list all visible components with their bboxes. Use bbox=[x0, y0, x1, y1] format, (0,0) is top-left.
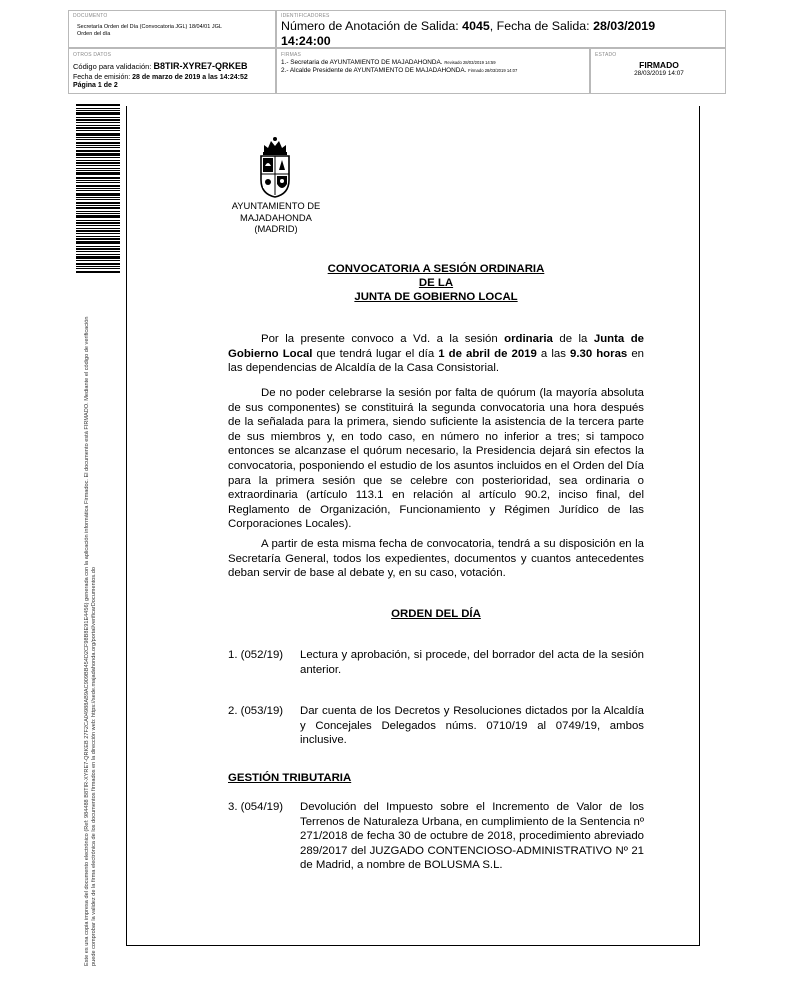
title-line-3: JUNTA DE GOBIERNO LOCAL bbox=[354, 291, 518, 303]
side-verification-text-2: puede comprobar la validez de la firma electrónica de los documentos firmados en la dirección web: https://sede.majadahonda.org/portal/verificarDocumentos.do bbox=[91, 567, 97, 966]
codigo-prefix: Código para validación: bbox=[73, 62, 154, 71]
document-title bbox=[228, 262, 644, 304]
firma-1-text: 1.- Secretaria de AYUNTAMIENTO DE MAJADAHONDA. bbox=[281, 59, 443, 66]
page-indicator: Página 1 de 2 bbox=[73, 82, 118, 89]
salida-date: 28/03/2019 bbox=[593, 19, 656, 33]
barcode-bar bbox=[76, 165, 120, 166]
barcode-bar bbox=[76, 215, 120, 218]
paragraph-quorum: De no poder celebrarse la sesión por falta de quórum (la mayoría absoluta de sus componentes) se constituirá la segunda convocatoria una hora después de la señalada para la primera, siendo suficiente la asistencia de la tercera parte de sus miembros y, en todo caso, en número no inferior a tres; si tampoco entonces se alcanzase el quórum necesario, la Presidencia dejará sin efectos la convocatoria, posponiendo el estudio de los asuntos incluidos en el Orden del Día para la primera sesión que se celebre con posterioridad, sea ordinaria o extraordinaria (artículo 113.1 en relación al artículo 90.2, inciso final, del Reglamento de Organización, Funcionamiento y Régimen Jurídico de las Corporaciones Locales). bbox=[228, 387, 644, 531]
orden-del-dia-title: ORDEN DEL DÍA bbox=[391, 608, 481, 620]
barcode-bar bbox=[76, 147, 120, 148]
section-title: GESTIÓN TRIBUTARIA bbox=[228, 772, 352, 784]
letterhead-line-1: AYUNTAMIENTO DE bbox=[231, 200, 321, 211]
barcode-bar bbox=[76, 172, 120, 175]
p1-text-1: Por la presente convoco a Vd. a la sesión bbox=[261, 333, 505, 345]
otros-label: OTROS DATOS bbox=[73, 52, 112, 58]
firmas-label: FIRMAS bbox=[281, 52, 302, 58]
barcode-bar bbox=[76, 108, 120, 109]
p1-text-5: en las dependencias de Alcaldía de la Casa Consistorial. bbox=[228, 347, 644, 375]
barcode-bar bbox=[76, 119, 120, 121]
identificadores-value bbox=[281, 19, 681, 49]
title-line-2: DE LA bbox=[418, 277, 454, 289]
barcode-bar bbox=[76, 110, 120, 111]
barcode-bar bbox=[76, 256, 120, 259]
barcode-bar bbox=[76, 271, 120, 273]
side-verification-text-1: Este es una copia impresa del documento electrónico (Ref: 984488 B8TIR-XYRE7-QRKEB 27F2CA04988AB9AC909BB454D2CF98B8E91E4456) generada con la aplicación informática Firmadoc. El documento está FIRMADO. Mediante el código de verificación bbox=[84, 316, 90, 966]
barcode-bar bbox=[76, 122, 120, 123]
barcode-bar bbox=[76, 211, 120, 212]
barcode-bar bbox=[76, 238, 120, 240]
barcode-bar bbox=[76, 197, 120, 198]
item-1-text: Lectura y aprobación, si procede, del borrador del acta de la sesión anterior. bbox=[300, 649, 644, 676]
firma-2-status: Firmado 28/03/2019 14:07 bbox=[468, 68, 518, 73]
barcode-bar bbox=[76, 202, 120, 204]
identificadores-mid: , Fecha de Salida: bbox=[489, 19, 594, 33]
barcode-bar bbox=[76, 162, 120, 164]
emision-prefix: Fecha de emisión: bbox=[73, 74, 133, 81]
barcode-bar bbox=[76, 199, 120, 200]
barcode-bar bbox=[76, 260, 120, 261]
barcode-bar bbox=[76, 222, 120, 224]
p1-text-2: de la bbox=[552, 333, 594, 345]
item-2-number: 2. (053/19) bbox=[228, 705, 284, 717]
barcode-bar bbox=[76, 157, 120, 158]
barcode-bar bbox=[76, 182, 120, 183]
anotacion-number: 4045 bbox=[462, 19, 490, 33]
barcode-bar bbox=[76, 117, 120, 118]
barcode-bar bbox=[76, 150, 120, 152]
firma-2-text: 2.- Alcalde Presidente de AYUNTAMIENTO DE MAJADAHONDA. bbox=[281, 67, 467, 74]
p1-bold-2: Junta de Gobierno Local bbox=[228, 333, 645, 360]
barcode-bar bbox=[76, 246, 120, 247]
header-otros-box bbox=[68, 48, 276, 94]
letterhead bbox=[212, 200, 340, 235]
title-line-1: CONVOCATORIA A SESIÓN ORDINARIA bbox=[327, 263, 545, 275]
letterhead-line-2: MAJADAHONDA bbox=[240, 211, 312, 223]
header-estado-box bbox=[590, 48, 726, 94]
barcode-bar bbox=[76, 142, 120, 144]
barcode-bar bbox=[76, 205, 120, 206]
paragraph-expedientes: A partir de esta misma fecha de convocatoria, tendrá a su disposición en la Secretaría General, todos los expedientes, documentos y cuantos antecedentes deban servir de base al debate y, en su caso, votación. bbox=[228, 538, 644, 580]
item-3-number: 3. (054/19) bbox=[228, 801, 284, 813]
barcode-bar bbox=[76, 112, 120, 115]
barcode-bar bbox=[76, 230, 120, 232]
identificadores-label: IDENTIFICADORES bbox=[281, 13, 330, 19]
barcode-bar bbox=[76, 188, 120, 189]
item-2-text: Dar cuenta de los Decretos y Resoluciones dictados por la Alcaldía y Concejales Delegados núms. 0710/19 al 0749/19, ambos inclusive. bbox=[300, 705, 644, 747]
barcode bbox=[76, 104, 120, 278]
estado-label: ESTADO bbox=[595, 52, 617, 58]
p1-text-4: a las bbox=[536, 347, 570, 360]
header-firmas-box bbox=[276, 48, 590, 94]
barcode-bar bbox=[76, 160, 120, 161]
barcode-bar bbox=[76, 225, 120, 226]
barcode-bar bbox=[76, 133, 120, 136]
barcode-bar bbox=[76, 254, 120, 255]
p1-bold-1: ordinaria bbox=[504, 333, 553, 345]
barcode-bar bbox=[76, 180, 120, 181]
barcode-bar bbox=[76, 170, 120, 171]
barcode-bar bbox=[76, 130, 120, 131]
barcode-bar bbox=[76, 268, 120, 269]
barcode-bar bbox=[76, 263, 120, 265]
barcode-bar bbox=[76, 104, 120, 106]
header-identificadores-box bbox=[276, 10, 726, 48]
letterhead-line-3: (MADRID) bbox=[254, 223, 298, 234]
paragraph-convocatoria bbox=[228, 332, 644, 376]
barcode-bar bbox=[76, 228, 120, 229]
identificadores-prefix: Número de Anotación de Salida: bbox=[281, 19, 463, 33]
barcode-bar bbox=[76, 153, 120, 156]
barcode-bar bbox=[76, 193, 120, 196]
documento-label: DOCUMENTO bbox=[73, 13, 108, 19]
firma-1 bbox=[281, 59, 496, 67]
barcode-bar bbox=[76, 190, 120, 191]
barcode-bar bbox=[76, 145, 120, 146]
p1-text-3: que tendrá lugar el día bbox=[312, 347, 439, 360]
firma-2 bbox=[281, 67, 517, 75]
header-documento-box bbox=[68, 10, 276, 48]
barcode-bar bbox=[76, 125, 120, 126]
barcode-bar bbox=[76, 241, 120, 244]
barcode-bar bbox=[76, 139, 120, 140]
barcode-bar bbox=[76, 220, 120, 221]
estado-value: FIRMADO bbox=[639, 60, 679, 70]
coat-of-arms-icon bbox=[256, 136, 294, 198]
item-3-text: Devolución del Impuesto sobre el Incremento de Valor de los Terrenos de Naturaleza Urbana, en cumplimiento de la Sentencia nº 271/2018 de fecha 30 de octubre de 2018, procedimiento abreviado 289/2017 del JUZGADO CONTENCIOSO-ADMINISTRATIVO Nº 21 de Madrid, a nombre de BOLUSMA S.L. bbox=[300, 801, 644, 872]
barcode-bar bbox=[76, 127, 120, 129]
estado-date: 28/03/2019 14:07 bbox=[634, 70, 684, 77]
barcode-bar bbox=[76, 266, 120, 267]
barcode-bar bbox=[76, 213, 120, 214]
barcode-bar bbox=[76, 251, 120, 252]
p1-bold-3: 1 de abril de 2019 bbox=[438, 347, 537, 360]
barcode-bar bbox=[76, 185, 120, 187]
firma-1-status: Revisado 28/03/2019 14:59 bbox=[444, 60, 496, 65]
barcode-bar bbox=[76, 137, 120, 138]
barcode-bar bbox=[76, 233, 120, 234]
barcode-bar bbox=[76, 168, 120, 169]
item-1-number: 1. (052/19) bbox=[228, 649, 284, 661]
documento-value: Secretaría Orden del Día (Convocatoria JGL) 18/04/01 JGL Orden del día bbox=[77, 24, 222, 37]
codigo-value[interactable]: B8TIR-XYRE7-QRKEB bbox=[153, 61, 248, 71]
barcode-bar bbox=[76, 248, 120, 250]
emision-value: 28 de marzo de 2019 a las 14:24:52 bbox=[132, 74, 248, 81]
barcode-bar bbox=[76, 236, 120, 237]
codigo-validacion bbox=[73, 62, 247, 71]
barcode-bar bbox=[76, 177, 120, 179]
p1-bold-4: 9.30 horas bbox=[569, 347, 628, 360]
salida-time: 14:24:00 bbox=[281, 34, 331, 48]
barcode-bar bbox=[76, 207, 120, 209]
